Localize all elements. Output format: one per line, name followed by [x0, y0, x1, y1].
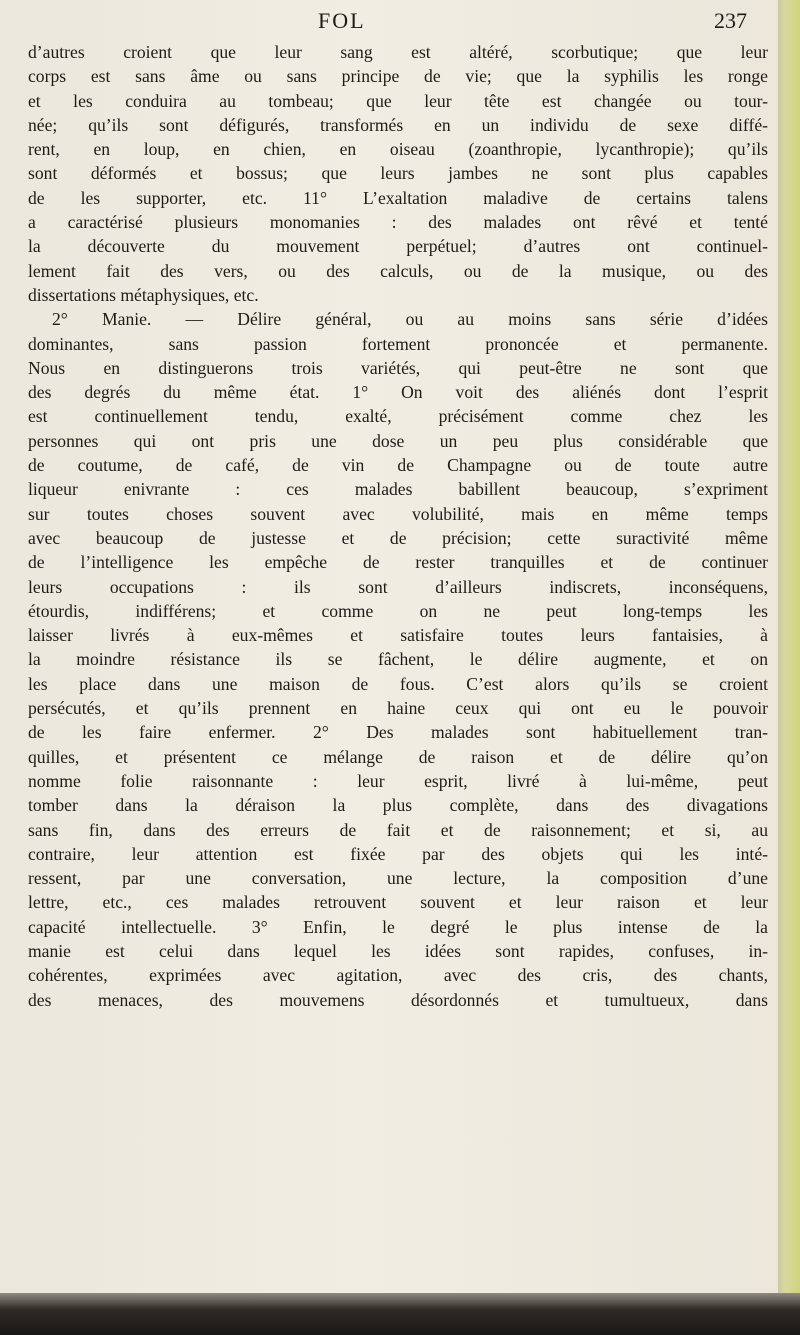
- text-line: les place dans une maison de fous. C’est alors qu’ils se croient: [28, 673, 768, 694]
- text-line: tomber dans la déraison la plus complète, dans des divagations: [28, 795, 768, 816]
- text-line: cohérentes, exprimées avec agitation, avec des cris, des chants,: [28, 965, 768, 986]
- text-line: étourdis, indifférens; et comme on ne peut long-temps les: [28, 600, 768, 621]
- text-line: sans fin, dans des erreurs de fait et de raisonnement; et si, au: [28, 819, 768, 840]
- text-line: Nous en distinguerons trois variétés, qui peut-être ne sont que: [28, 357, 768, 378]
- text-line: sur toutes choses souvent avec volubilité, mais en même temps: [28, 503, 768, 524]
- text-line: dominantes, sans passion fortement prononcée et permanente.: [28, 333, 768, 354]
- text-line: contraire, leur attention est fixée par des objets qui les inté-: [28, 843, 768, 864]
- text-line: quilles, et présentent ce mélange de raison et de délire qu’on: [28, 746, 768, 767]
- text-line: persécutés, et qu’ils prennent en haine ceux qui ont eu le pouvoir: [28, 698, 768, 719]
- body-text: [28, 40, 768, 1012]
- text-line: nomme folie raisonnante : leur esprit, livré à lui-même, peut: [28, 770, 768, 791]
- running-head: [0, 6, 780, 40]
- text-line: avec beaucoup de justesse et de précision; cette suractivité même: [28, 527, 768, 548]
- text-line: laisser livrés à eux-mêmes et satisfaire toutes leurs fantaisies, à: [28, 625, 768, 646]
- section-heading-line: 2° Manie. — Délire général, ou au moins sans série d’idées: [52, 309, 768, 330]
- text-line: de l’intelligence les empêche de rester tranquilles et de continuer: [28, 552, 768, 573]
- text-line: la moindre résistance ils se fâchent, le délire augmente, et on: [28, 649, 768, 670]
- text-line: lement fait des vers, ou des calculs, ou de la musique, ou des: [28, 260, 768, 281]
- text-line: de les supporter, etc. 11° L’exaltation maladive de certains talens: [28, 187, 768, 208]
- text-line: d’autres croient que leur sang est altéré, scorbutique; que leur: [28, 42, 768, 62]
- text-line: capacité intellectuelle. 3° Enfin, le degré le plus intense de la: [28, 916, 768, 937]
- page-number: 237: [714, 8, 747, 33]
- text-line: a caractérisé plusieurs monomanies : des malades ont rêvé et tenté: [28, 212, 768, 233]
- text-line: rent, en loup, en chien, en oiseau (zoanthropie, lycanthropie); qu’ils: [28, 139, 768, 160]
- text-line: liqueur enivrante : ces malades babillent beaucoup, s’expriment: [28, 479, 768, 500]
- text-line: et les conduira au tombeau; que leur tête est changée ou tour-: [28, 90, 768, 111]
- text-line: sont déformés et bossus; que leurs jambes ne sont plus capables: [28, 163, 768, 184]
- text-line: née; qu’ils sont défigurés, transformés en un individu de sexe diffé-: [28, 114, 768, 135]
- text-line: la découverte du mouvement perpétuel; d’autres ont continuel-: [28, 236, 768, 257]
- text-line: de les faire enfermer. 2° Des malades sont habituellement tran-: [28, 722, 768, 743]
- text-line: est continuellement tendu, exalté, précisément comme chez les: [28, 406, 768, 427]
- scan-bottom-border: [0, 1293, 800, 1335]
- text-line: dissertations métaphysiques, etc.: [28, 284, 259, 305]
- text-line: de coutume, de café, de vin de Champagne ou de toute autre: [28, 455, 768, 476]
- page-title: FOL: [318, 8, 366, 33]
- text-line: des menaces, des mouvemens désordonnés et tumultueux, dans: [28, 989, 768, 1010]
- text-line: manie est celui dans lequel les idées sont rapides, confuses, in-: [28, 940, 768, 961]
- text-line: lettre, etc., ces malades retrouvent souvent et leur raison et leur: [28, 892, 768, 913]
- text-line: ressent, par une conversation, une lecture, la composition d’une: [28, 868, 768, 889]
- text-line: leurs occupations : ils sont d’ailleurs indiscrets, inconséquens,: [28, 576, 768, 597]
- text-line: des degrés du même état. 1° On voit des aliénés dont l’esprit: [28, 382, 768, 403]
- page-edge-shadow: [778, 0, 800, 1335]
- text-line: corps est sans âme ou sans principe de vie; que la syphilis les ronge: [28, 66, 768, 87]
- text-line: personnes qui ont pris une dose un peu plus considérable que: [28, 430, 768, 451]
